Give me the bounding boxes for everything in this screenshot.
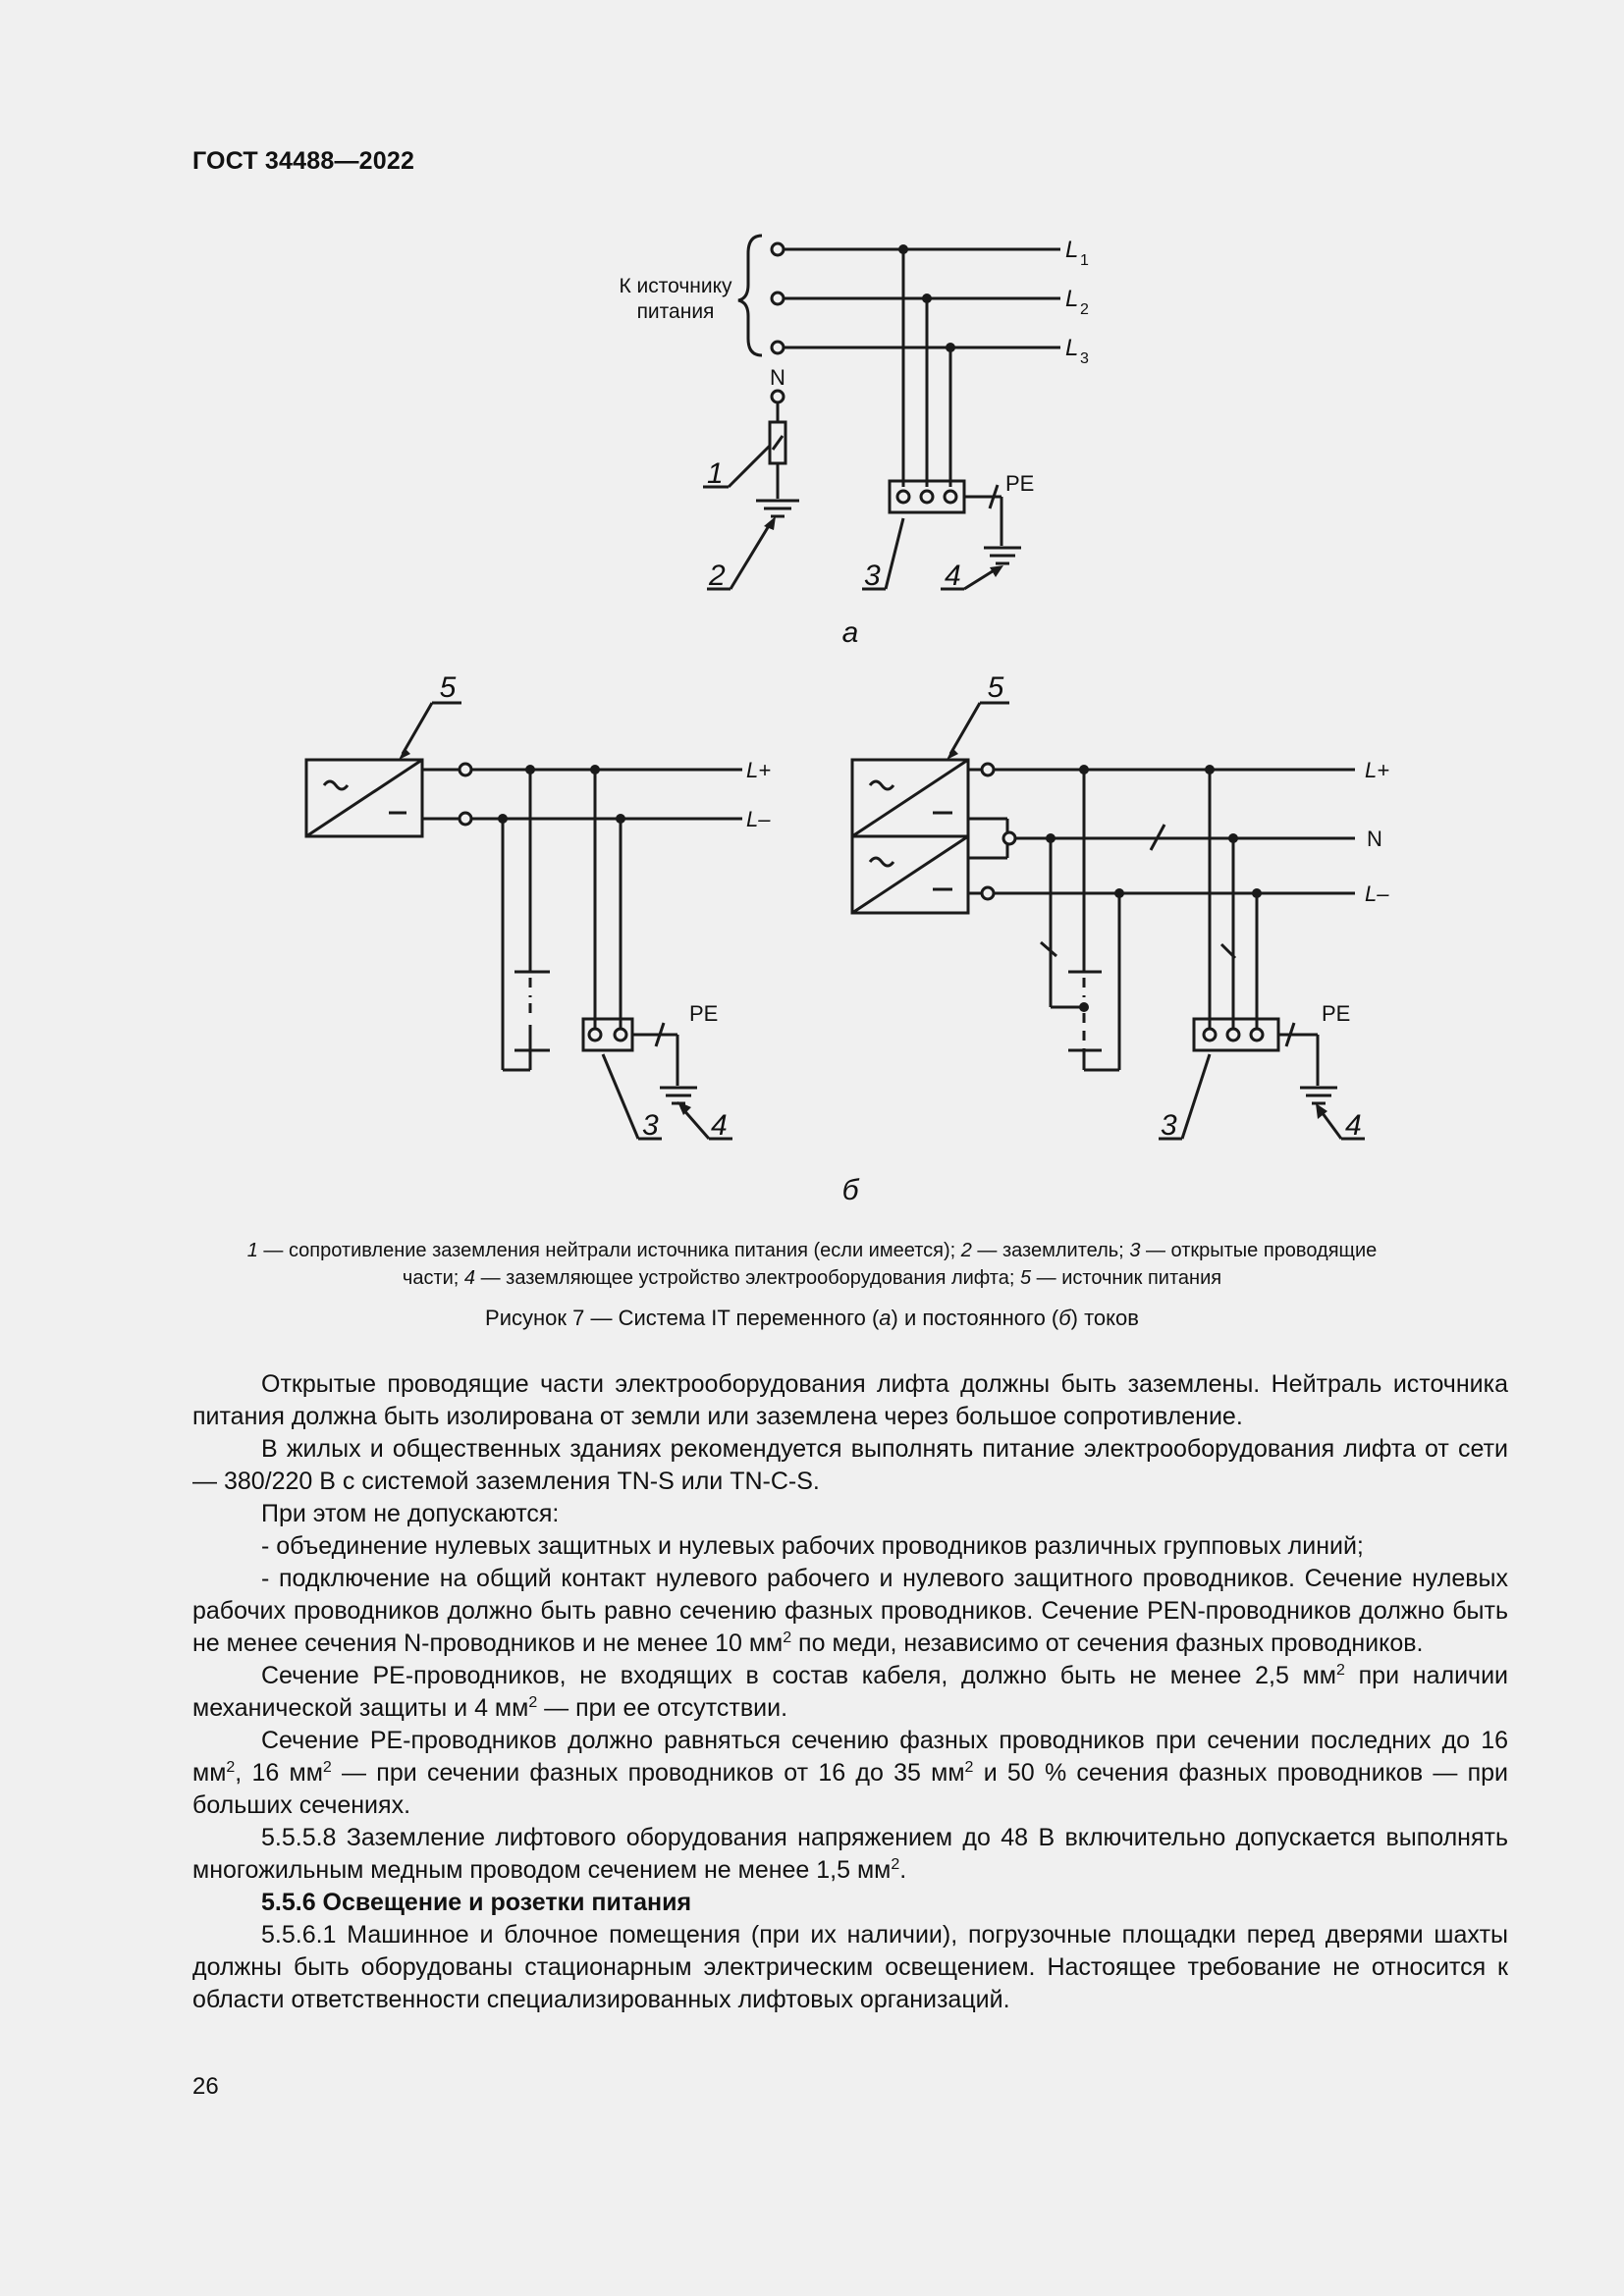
pe-label-b-left: PE <box>689 1001 719 1026</box>
callout-4-b-right: 4 <box>1345 1109 1362 1142</box>
legend-num-2: 2 <box>960 1240 972 1261</box>
paragraph: Сечение PE-проводников, не входящих в состав кабеля, должно быть не менее 2,5 $мм^2$ при наличии механической защиты и 4 $мм^2$ — при ее отсутствии. <box>192 1662 1508 1722</box>
neutral-label-a: N <box>770 365 785 390</box>
page-number: 26 <box>192 2073 219 2100</box>
source-label-line2: питания <box>636 300 715 323</box>
paragraph: В жилых и общественных зданиях рекомендуется выполнять питание электрооборудования лифта от сети — 380/220 В с системой заземления TN-S или TN-C-S. <box>192 1435 1508 1495</box>
callout-5-b-left: 5 <box>439 671 457 704</box>
rail-label-lplus-left: L+ <box>746 758 772 782</box>
callout-4-a: 4 <box>945 560 961 592</box>
figure-caption: Рисунок 7 — Система IT переменного (а) и постоянного (б) токов <box>485 1306 1139 1330</box>
paragraph: Открытые проводящие части электрооборудования лифта должны быть заземлены. Нейтраль источника питания должна быть изолирована от земли или заземлена через большое сопротивление. <box>192 1370 1508 1430</box>
paragraph: 5.5.5.8 Заземление лифтового оборудования напряжением до 48 В включительно допускается выполнять многожильным медным проводом сечением не менее 1,5 $мм^2$. <box>192 1824 1508 1884</box>
pe-label-a: PE <box>1005 471 1035 496</box>
legend-text-1: — сопротивление заземления нейтрали источника питания (если имеется); <box>257 1240 961 1261</box>
callout-3-b-left: 3 <box>642 1109 659 1142</box>
rail-label-n-right: N <box>1367 827 1382 851</box>
figure-b-left-dc-it-system <box>306 671 771 1142</box>
phase-label-l1: L <box>1065 237 1079 263</box>
rail-label-lminus-left: L– <box>746 807 771 831</box>
callout-4-b-left: 4 <box>711 1109 728 1142</box>
legend-num-1: 1 <box>246 1240 258 1261</box>
body-text <box>192 1368 1508 2016</box>
sublabel-b: б <box>841 1174 859 1206</box>
legend-text-2: — заземлитель; <box>971 1240 1130 1261</box>
legend-num-3: 3 <box>1129 1240 1141 1261</box>
phase-label-l3: L <box>1065 335 1079 361</box>
legend-text-5: — источник питания <box>1031 1267 1222 1289</box>
phase-sub-3: 3 <box>1080 350 1089 367</box>
source-label-line1: К источнику <box>619 275 732 297</box>
figure-legend <box>226 1237 1398 1292</box>
section-heading: 5.5.6 Освещение и розетки питания <box>261 1889 692 1916</box>
sublabel-a: а <box>841 616 859 649</box>
rail-label-lminus-right: L– <box>1365 881 1389 906</box>
phase-label-l2: L <box>1065 286 1079 312</box>
pe-label-b-right: PE <box>1322 1001 1351 1026</box>
paragraph: При этом не допускаются: <box>261 1500 560 1527</box>
callout-2-a: 2 <box>709 560 726 592</box>
legend-num-4: 4 <box>463 1267 476 1289</box>
list-item: - подключение на общий контакт нулевого рабочего и нулевого защитного проводников. Сечение нулевых рабочих проводников должно быть равно сечению фазных проводников. Сечение PEN-проводников должно быть не менее сечения N-проводников и не менее 10 $мм^2$ по меди, независимо от сечения фазных проводников. <box>192 1565 1508 1657</box>
callout-3-a: 3 <box>864 560 881 592</box>
paragraph: 5.5.6.1 Машинное и блочное помещения (при их наличии), погрузочные площадки перед дверями шахты должны быть оборудованы стационарным электрическим освещением. Настоящее требование не относится к области ответственности специализированных лифтовых организаций. <box>192 1921 1508 2013</box>
paragraph: Сечение PE-проводников должно равняться сечению фазных проводников при сечении последних до 16 $мм^2$, 16 $мм^2$ — при сечении фазных проводников от 16 до 35 $мм^2$ и 50 % сечения фазных проводников — при больших сечениях. <box>192 1727 1508 1819</box>
figure-a-ac-it-system <box>619 236 1089 649</box>
phase-sub-2: 2 <box>1080 301 1089 318</box>
legend-text-4: — заземляющее устройство электрооборудования лифта; <box>475 1267 1020 1289</box>
legend-text-3: — открытые проводящие части; <box>402 1240 1378 1289</box>
callout-3-b-right: 3 <box>1161 1109 1177 1142</box>
document-header: ГОСТ 34488—2022 <box>192 147 415 175</box>
callout-1-a: 1 <box>707 457 724 490</box>
phase-sub-1: 1 <box>1080 252 1089 269</box>
figure-b-right-dc-it-system <box>852 671 1389 1142</box>
legend-num-5: 5 <box>1019 1267 1032 1289</box>
rail-label-lplus-right: L+ <box>1365 758 1390 782</box>
callout-5-b-right: 5 <box>987 671 1004 704</box>
list-item: - объединение нулевых защитных и нулевых рабочих проводников различных групповых линий; <box>261 1532 1364 1560</box>
